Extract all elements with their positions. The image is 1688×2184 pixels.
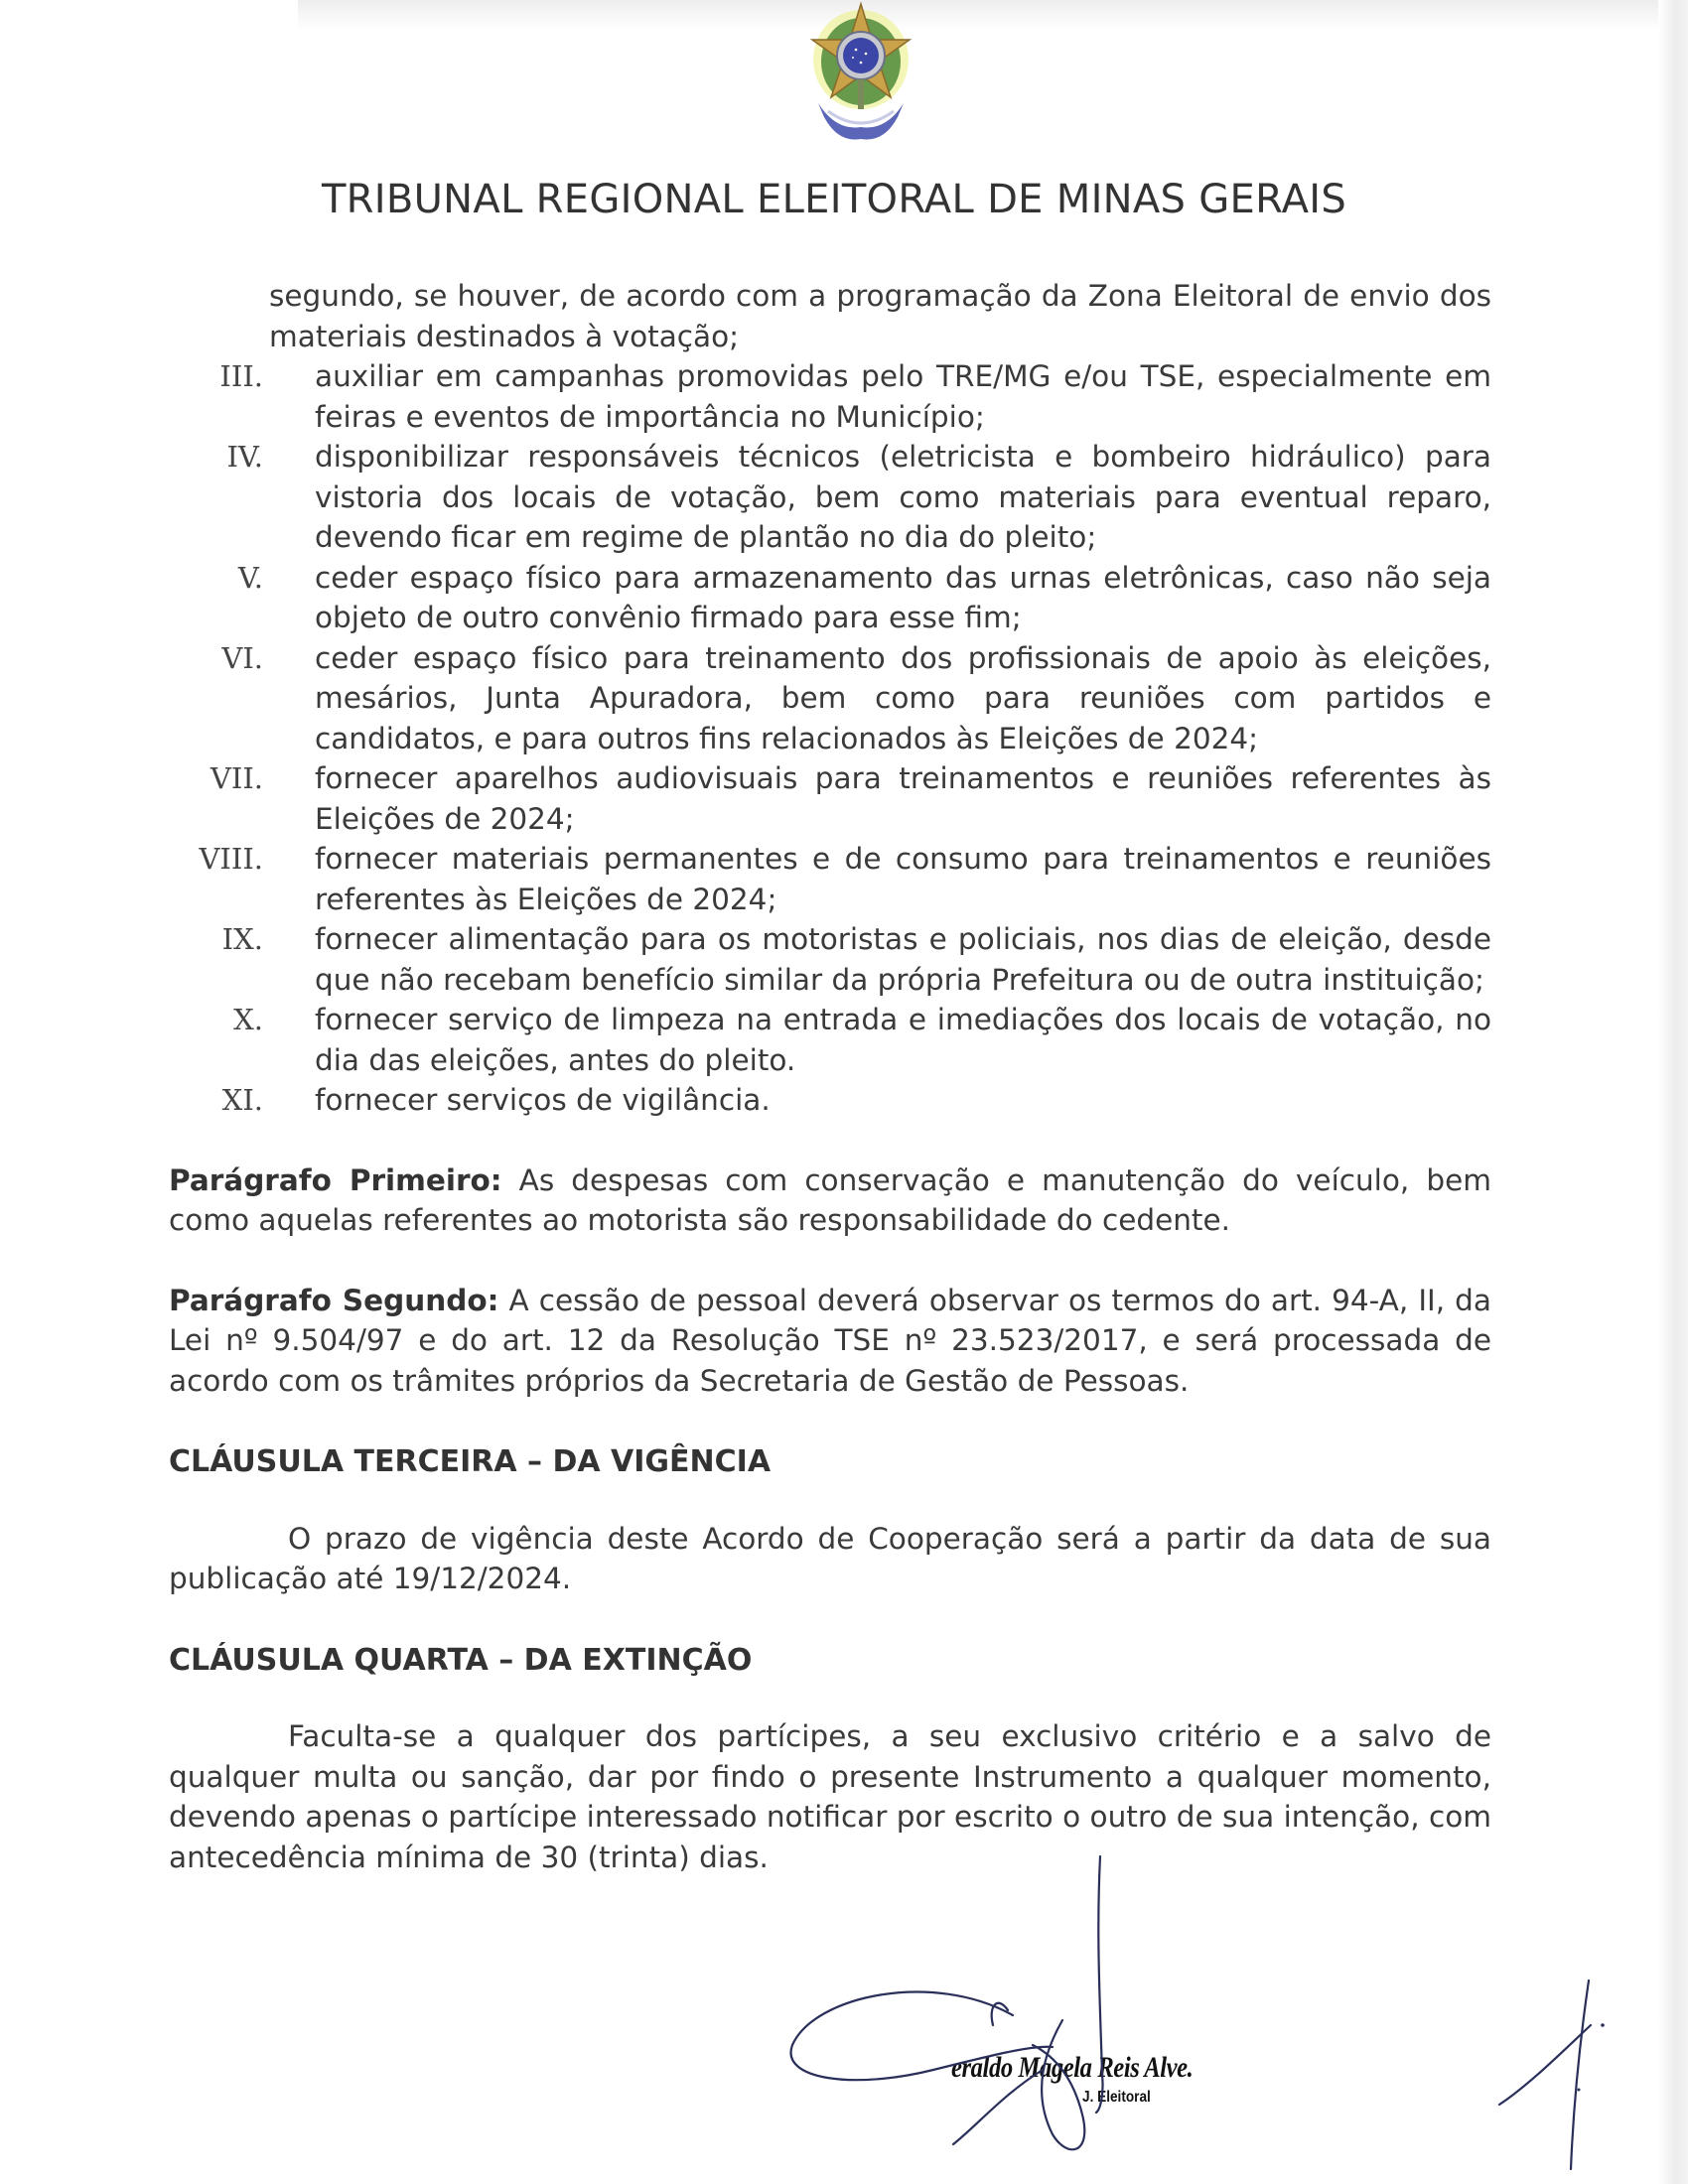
clause-heading: CLÁUSULA QUARTA – DA EXTINÇÃO — [169, 1642, 753, 1678]
list-item — [169, 1080, 1491, 1121]
clause-body: Faculta-se a qualquer dos partícipes, a seu exclusivo critério e a salvo de qualquer multa ou sanção, dar por findo o presente Instrumento a qualquer momento, devendo apenas o partícipe interessado notificar por escrito o outro de sua intenção, com antecedência mínima de 30 (trinta) dias. — [169, 1719, 1491, 1874]
paragraph-segundo — [169, 1281, 1491, 1402]
signature-stroke — [1571, 1980, 1589, 2169]
paragraph-label: Parágrafo Primeiro: — [169, 1162, 502, 1197]
list-item-text: ceder espaço físico para armazenamento das urnas eletrônicas, caso não seja objeto de outro convênio firmado para esse fim; — [315, 560, 1491, 634]
scan-top-shadow — [298, 0, 1668, 30]
signature-stroke — [1033, 2020, 1084, 2149]
list-item-number: X. — [233, 1003, 263, 1036]
list-item — [169, 356, 1491, 437]
page-title: TRIBUNAL REGIONAL ELEITORAL DE MINAS GERAIS — [321, 177, 1347, 222]
brazil-coat-of-arms-icon — [806, 0, 915, 147]
list-item-number: VI. — [221, 640, 263, 675]
list-item — [169, 839, 1491, 919]
list-item-number: IX. — [221, 922, 263, 956]
paragraph-label: Parágrafo Segundo: — [169, 1283, 499, 1317]
list-item — [169, 919, 1491, 1000]
list-continuation: segundo, se houver, de acordo com a programação da Zona Eleitoral de envio dos materiais destinados à votação; — [269, 279, 1491, 353]
signature-dot — [1578, 2089, 1581, 2092]
list-item-text: auxiliar em campanhas promovidas pelo TRE/MG e/ou TSE, especialmente em feiras e eventos de importância no Município; — [315, 359, 1491, 434]
list-item — [169, 758, 1491, 839]
list-item-number: VIII. — [199, 842, 263, 876]
signature-stamp-role: J. Eleitoral — [1082, 2089, 1151, 2106]
list-item — [169, 638, 1491, 759]
list-item — [169, 558, 1491, 638]
list-item — [169, 437, 1491, 558]
paragraph-text: As despesas com conservação e manutenção do veículo, bem como aquelas referentes ao motorista são responsabilidade do cedente. — [169, 1162, 1491, 1237]
list-item-number: V. — [237, 560, 263, 595]
list-item-number: IV. — [226, 440, 263, 474]
document-body — [169, 276, 1491, 1877]
list-item-text: disponibilizar responsáveis técnicos (eletricista e bombeiro hidráulico) para vistoria dos locais de votação, bem como materiais para eventual reparo, devendo ficar em regime de plantão no dia do pleito; — [315, 440, 1491, 554]
list-item-text: fornecer serviços de vigilância. — [315, 1083, 771, 1117]
paragraph-text: A cessão de pessoal deverá observar os termos do art. 94-A, II, da Lei nº 9.504/97 e do art. 12 da Resolução TSE nº 23.523/2017, e será processada de acordo com os trâmites próprios da Secretaria de Gestão de Pessoas. — [169, 1283, 1491, 1398]
signature-dot — [1601, 2023, 1605, 2027]
page-edge-shadow — [1658, 0, 1688, 2184]
signature-stroke — [1499, 2025, 1591, 2105]
list-item — [169, 1000, 1491, 1080]
list-item-text: ceder espaço físico para treinamento dos profissionais de apoio às eleições, mesários, Junta Apuradora, bem como para reuniões com partidos e candidatos, e para outros fins relacionados às Eleições de 2024; — [315, 640, 1491, 755]
list-item-text: fornecer alimentação para os motoristas e policiais, nos dias de eleição, desde que não recebam benefício similar da própria Prefeitura ou de outra instituição; — [315, 922, 1491, 997]
list-item-number: III. — [219, 359, 263, 393]
clause-body: O prazo de vigência deste Acordo de Cooperação será a partir da data de sua publicação até 19/12/2024. — [169, 1521, 1491, 1595]
signature-stroke — [992, 2003, 1008, 2025]
list-item-text: fornecer materiais permanentes e de consumo para treinamentos e reuniões referentes às Eleições de 2024; — [315, 842, 1491, 916]
list-item-text: fornecer aparelhos audiovisuais para treinamentos e reuniões referentes às Eleições de 2024; — [315, 761, 1491, 836]
list-item-number: VII. — [210, 761, 263, 795]
paragraph-primeiro — [169, 1160, 1491, 1241]
clause-heading: CLÁUSULA TERCEIRA – DA VIGÊNCIA — [169, 1444, 772, 1479]
signature-stamp-name: eraldo Magela Reis Alve. — [951, 2051, 1194, 2084]
list-item-number: XI. — [221, 1083, 263, 1117]
list-item-text: fornecer serviço de limpeza na entrada e imediações dos locais de votação, no dia das eleições, antes do pleito. — [315, 1003, 1491, 1077]
